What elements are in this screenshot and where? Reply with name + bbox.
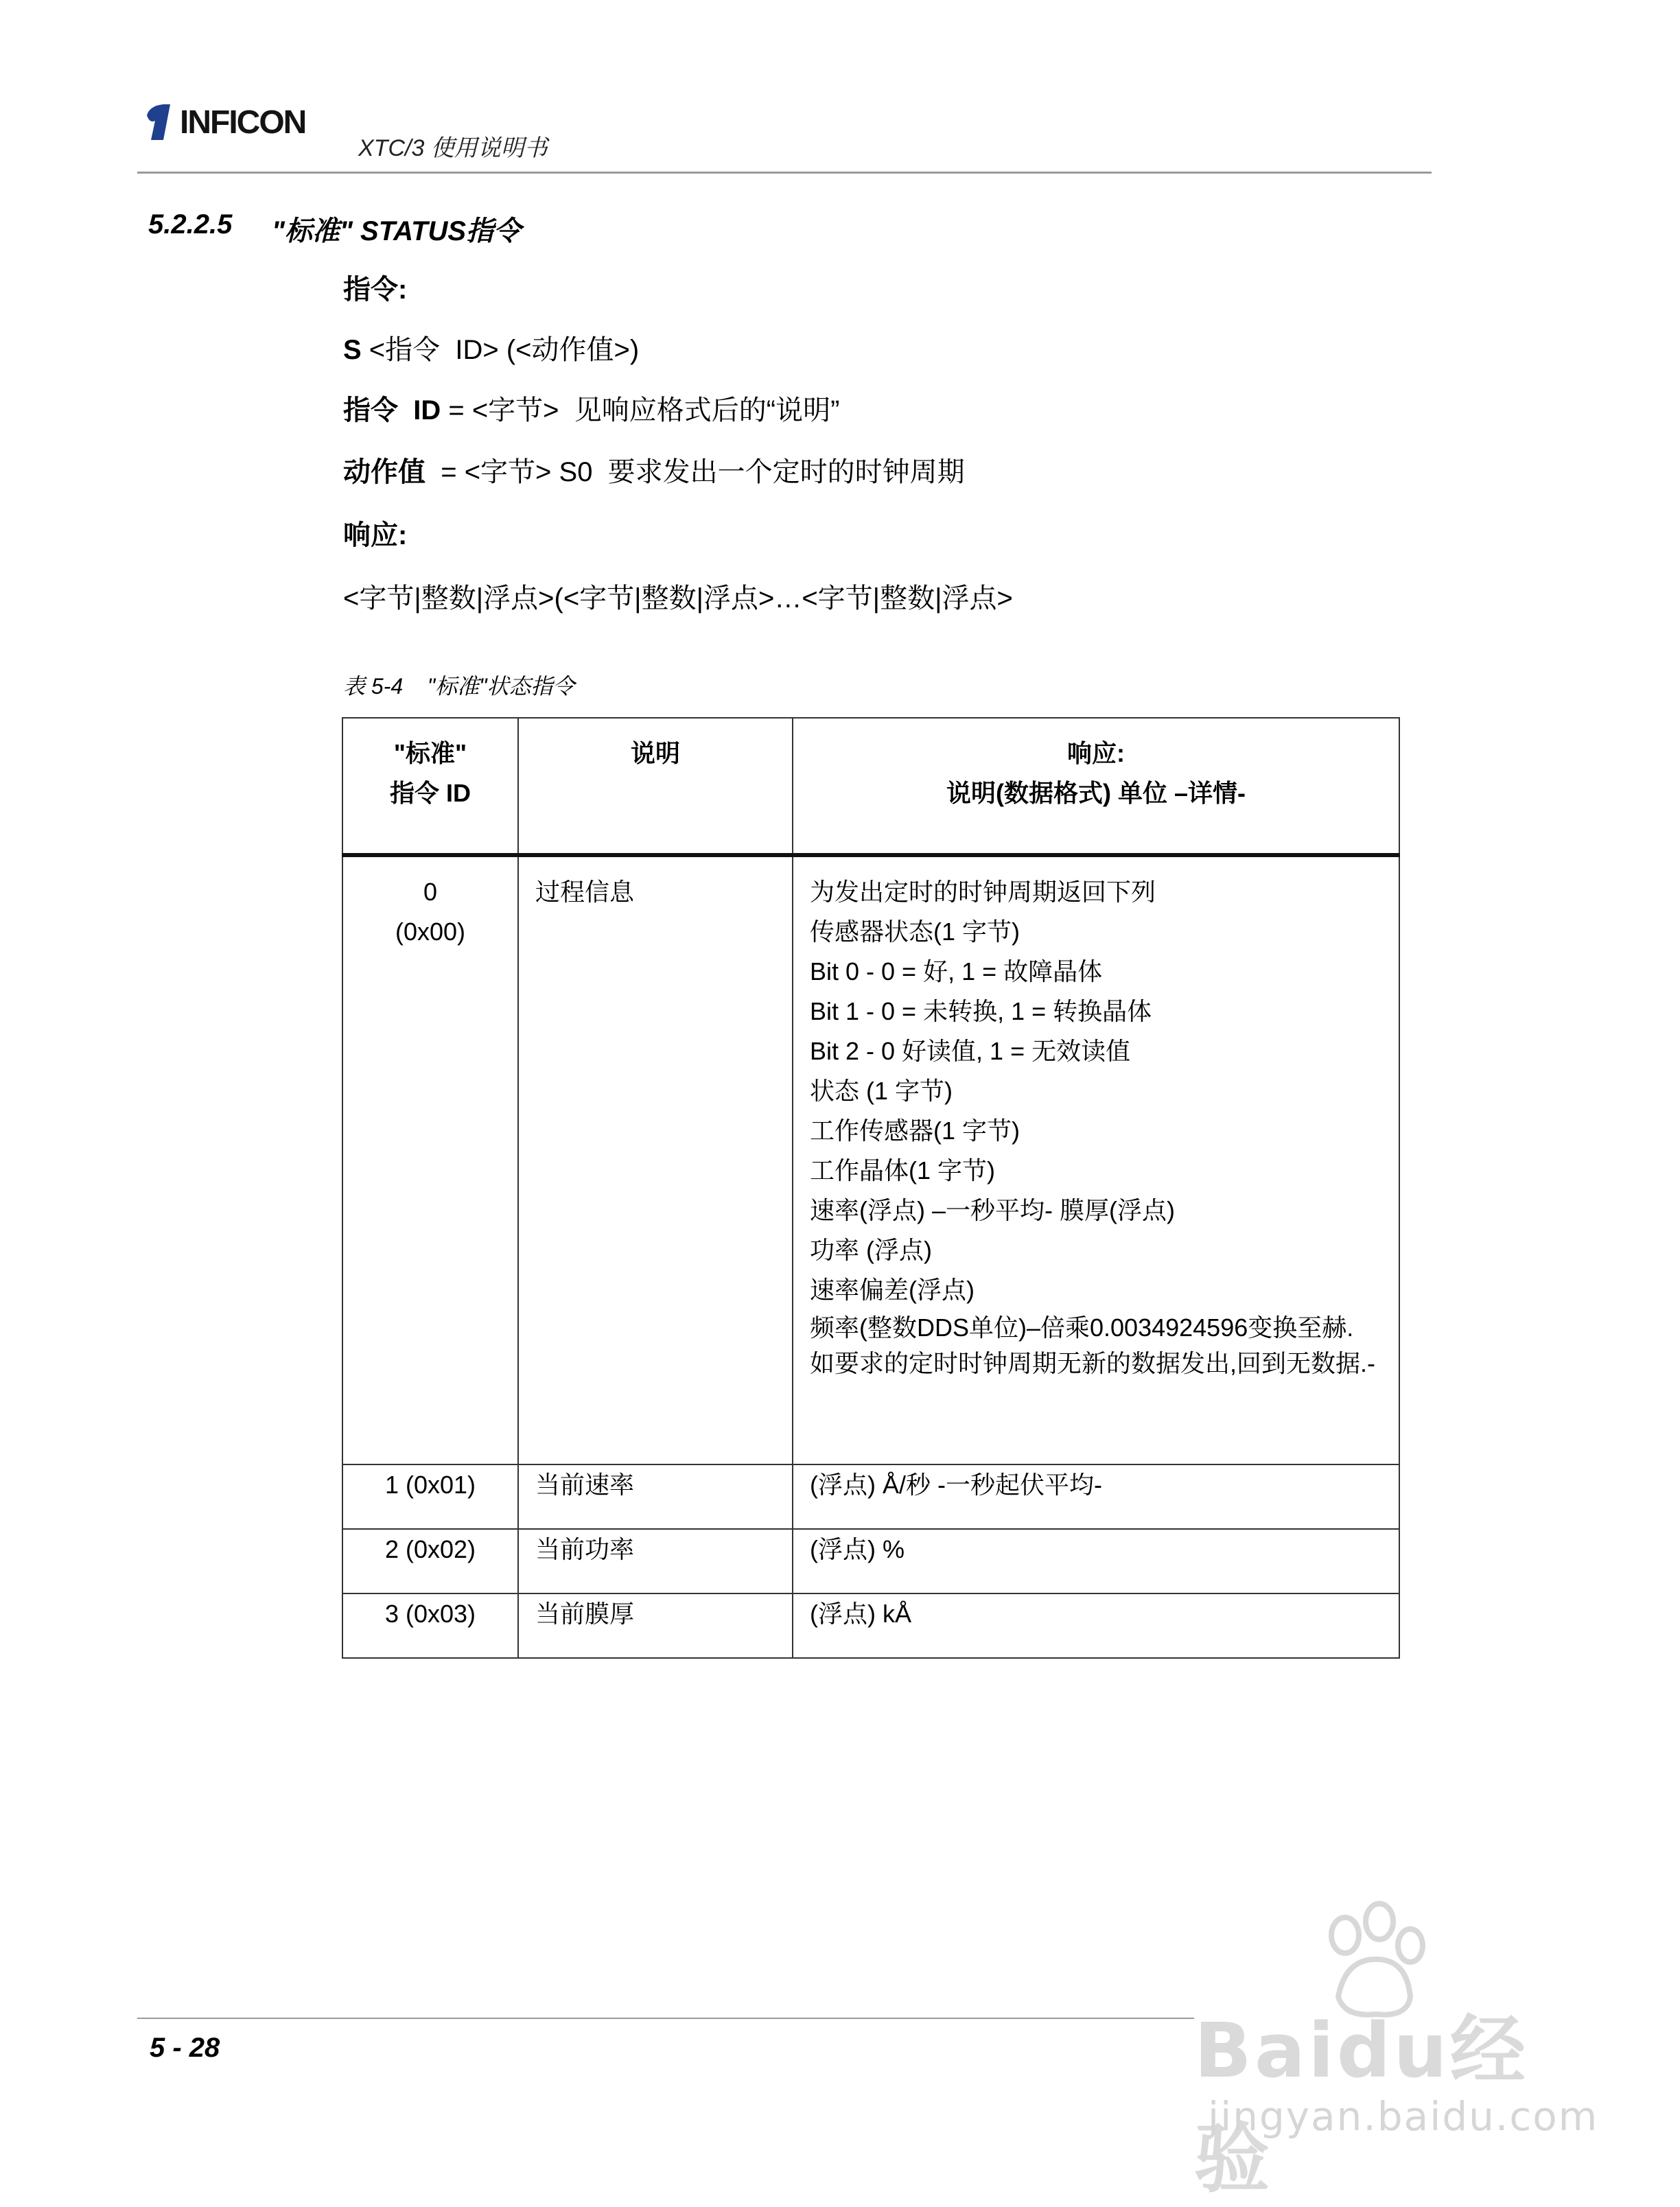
header-col1-line1: "标准" [393,739,467,767]
baidu-watermark [1180,1894,1599,2203]
row-desc: 当前膜厚 [518,1593,793,1658]
response-line: 如要求的定时时钟周期无新的数据发出,回到无数据.- [810,1349,1375,1377]
logo-text: INFICON [180,104,306,141]
table-row [342,1529,1399,1593]
header-col2: 说明 [630,739,680,767]
status-command-table [342,717,1400,1659]
response-line: 工作晶体(1 字节) [810,1156,996,1184]
row-id: 1 (0x01) [342,1464,518,1529]
id-label: 指令 ID [343,395,441,425]
action-value-line [343,450,965,489]
response-line: Bit 1 - 0 = 未转换, 1 = 转换晶体 [810,997,1152,1025]
row-desc: 当前功率 [518,1529,793,1593]
row-desc: 当前速率 [518,1464,793,1529]
response-line: 状态 (1 字节) [810,1077,953,1105]
row-response-cell [793,855,1399,1464]
row-id-cell [342,855,518,1464]
row-response: (浮点) Å/秒 -一秒起伏平均- [793,1464,1399,1529]
syntax-rest: <指令 ID> (<动作值>) [361,335,640,365]
header-rule [137,172,1432,174]
table-row [342,1464,1399,1529]
response-format: <字节|整数|浮点>(<字节|整数|浮点>…<字节|整数|浮点> [343,583,1013,614]
row-response: (浮点) % [793,1529,1399,1593]
response-line: 频率(整数DDS单位)–倍乘0.0034924596变换至赫. [810,1313,1354,1342]
command-id-line [343,388,839,428]
section-number: 5.2.2.5 [148,209,233,240]
section-title: "标准" STATUS指令 [272,216,522,246]
header-description [518,718,793,855]
table-row [342,1593,1399,1658]
command-syntax [343,328,639,367]
syntax-prefix: S [343,335,362,365]
header-command-id [342,718,518,855]
header-col3-line2: 说明(数据格式) 单位 –详情- [946,779,1246,807]
response-line: Bit 2 - 0 好读值, 1 = 无效读值 [810,1037,1131,1065]
header-col3-line1: 响应: [1067,739,1125,767]
response-line: 速率(浮点) –一秒平均- 膜厚(浮点) [810,1196,1175,1224]
response-line: 速率偏差(浮点) [810,1276,975,1304]
document-title: XTC/3 使用说明书 [358,135,548,161]
response-line: 工作传感器(1 字节) [810,1117,1020,1145]
watermark-brand: Baidu经验 [1194,2007,1528,2203]
row-id-line1: 0 [423,878,438,906]
footer-rule [137,2018,1194,2019]
inficon-logo-icon [143,102,173,143]
watermark-site: jingyan.baidu.com [1208,2093,1599,2140]
row-id: 2 (0x02) [342,1529,518,1593]
table-header-row [342,718,1399,855]
action-rest: = <字节> S0 要求发出一个定时的时钟周期 [425,457,965,487]
header-response [793,718,1399,855]
row-id: 3 (0x03) [342,1593,518,1658]
inficon-logo [143,102,305,143]
header-col1-line2: 指令 ID [389,779,471,807]
response-line: 为发出定时的时钟周期返回下列 [810,878,1156,906]
response-line: 传感器状态(1 字节) [810,918,1020,946]
row-desc: 过程信息 [518,855,793,1464]
id-rest: = <字节> 见响应格式后的“说明” [441,395,840,425]
action-label: 动作值 [343,457,425,487]
response-line: Bit 0 - 0 = 好, 1 = 故障晶体 [810,957,1103,985]
command-label: 指令: [343,275,408,305]
table-row [342,855,1399,1464]
response-line: 功率 (浮点) [810,1236,932,1264]
table-caption: 表 5-4 "标准"状态指令 [343,674,575,699]
response-label: 响应: [343,520,408,550]
row-response: (浮点) kÅ [793,1593,1399,1658]
page-number: 5 - 28 [150,2033,220,2063]
row-id-line2: (0x00) [395,918,466,946]
